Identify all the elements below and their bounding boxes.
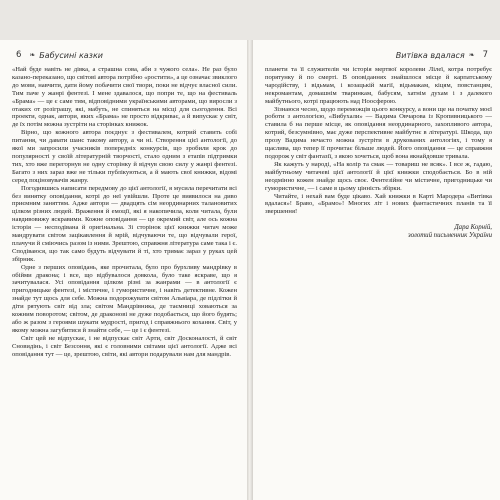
left-page-header bbox=[12, 48, 237, 62]
left-running-head: Бабусині казки bbox=[39, 50, 103, 60]
left-page-number: 6 bbox=[16, 50, 22, 60]
left-paragraph: Одне з перших оповідань, яке прочитала, було про бурхливу мандрівку в обійми дракона; і все, що відбувалося довкола, було таке яскраве, що я зачитувалася. Усі оповідання цілком різні за жанрами — в антології є пригодницьке фентезі, і містичне, і гумористичне, і навіть детективне. Кожен знайде тут щось для себе. Можна подорожувати світом Альвіара, де підлітки й діти рятують світ від зла; світом Мандрівника, де таємниці ховаються за кожним поворотом; світом, де драконові не дуже подобається, що його будять; або ж разом з героями шукати мудрості, пригод і справжнього кохання. Світ, у якому можна загубитися й знайти себе, — це і є фентезі. bbox=[12, 263, 237, 334]
ornament-icon: ❧ bbox=[468, 51, 475, 59]
right-running-head: Витівка вдалася bbox=[395, 50, 465, 60]
left-paragraph: Світ цей не відпускає, і не відпускає світ Арти, світ Досконалості, й світ Сновидінь, і світ Безсоння, які є головними світами цієї антології. Адже всі оповідання тут — це, зрештою, світи, які автори подарували нам для мандрів. bbox=[12, 334, 237, 358]
ornament-icon: ❧ bbox=[29, 51, 36, 59]
signature-role: золотий письменник України bbox=[408, 232, 492, 240]
right-paragraph: Читайте, і нехай вам буде цікаво. Хай книжки в Карті Мародера «Витівка вдалася»! Браво, «Брамо»! Многих літ і нових фантастичних планів та її звершення! bbox=[265, 192, 492, 216]
left-paragraph: «Най буде навіть не дівка, а страшна сова, аби з чужого села». Не раз було казано-переказано, що світові автора потрібно «ростити», а це означає звиклого до мови, навчити, дати йому побачити свої твори, поки не відчує власної сили. Тим паче у жанрі фентезі. І мене здавалося, що попри те, що на фестиваль «Брама» — це є саме тим, відповідними українськими авторами, що виросли з отаких от розіграшу, які, мабуть, не спиняться на місці для сьогодення. Всі проекти, однак, автори, яких «Брама» не просто відкриває, а й випускає у світ, де їх потім можна зустріти на сторінках книжок. bbox=[12, 66, 237, 129]
signature-name: Дара Корній, bbox=[454, 224, 492, 232]
right-paragraph: Як кажуть у народі, «На колір та смак — товариш не всяк». І все ж, гадаю, майбутньому читачеві цієї антології й цієї книжки сподобається. Бо в ній неодмінно кожен знайде щось своє. Фентезійне чи містичне, пригодницьке чи гумористичне, — і саме в цьому цінність збірки. bbox=[265, 160, 492, 192]
left-paragraph: Погодившись написати передмову до цієї антології, я мусила перечитати всі без винятку оповідання, котрі до неї увійшли. Проте це виявилося на диво приємним заняттям. Адже автори — двадцять сім неординарних талановитих цілком різних людей. Враження й емоції, які я накопичила, коли читала, були навдивовижу яскравими. Кожне оповідання — це окремий світ, але ось кожна історія — несподівана й оригінальна. Зі сторінок цієї книжки читач може мандрувати світом зацікавлення й мрій, відчуваючи те, що відчували герої, плачучи й сміючись разом із ними. Зрештою, справжня література саме така і є. Сподіваюся, що так само будуть відчувати й ті, хто тримає зараз у руках цей збірник. bbox=[12, 184, 237, 263]
left-page bbox=[0, 40, 247, 500]
right-page-header bbox=[265, 48, 492, 62]
right-page-number: 7 bbox=[482, 50, 488, 60]
right-paragraph: планети та її служителів чи історія мертвої королеви Лілеї, котра потребує порятунку й по смерті. В оповіданнях знайшлося місце й карпатському чародійству, і відьмам, і козацькій магії, відьмакам, кіцям, повстанцям, некромантам, домашнім тваринкам, бабусям, хатнім духам і з далекого майбутнього, котрі працюють над Ноосферою. bbox=[265, 66, 492, 105]
right-paragraph: Зізнаюся чесно, щодо переможців цього конкурсу, а вони ще на початку моєї роботи з антологією, «Вибухали» — Вадима Овчарова із Кропивницького — ставила б на перше місце, як оповідання неординарного, захопливого автора, котрий, безсумнівно, має дуже перспективне майбутнє в літературі. Шкода, що прозу Вадима нечасто можна зустріти в друкованих антологіях, і тому я щаслива, що тепер її прочитає більше людей. Його оповідання — це справжня подорож у світ фантазії, з якою хочеться, щоб вона якнайдовше тривала. bbox=[265, 105, 492, 160]
right-page bbox=[253, 40, 500, 500]
author-signature bbox=[265, 224, 492, 240]
left-paragraph: Вірно, що кожного автора поєднує з фестивалем, котрий ставить собі питання, чи давати шанс такому автору, а чи ні. Створення цієї антології, до якої ми запросили учасників попередніх конкурсів, що зробили крок до популярності у своїй літературній творчості, стало одним з етапів підтримки тих, хто вже перегорнув не одну сторінку й відчув свою силу у жанрі фентезі. Багато з них зараз вже не тільки публікуються, а й мають свої книжки, відомі серед поціновувачів жанру. bbox=[12, 129, 237, 184]
